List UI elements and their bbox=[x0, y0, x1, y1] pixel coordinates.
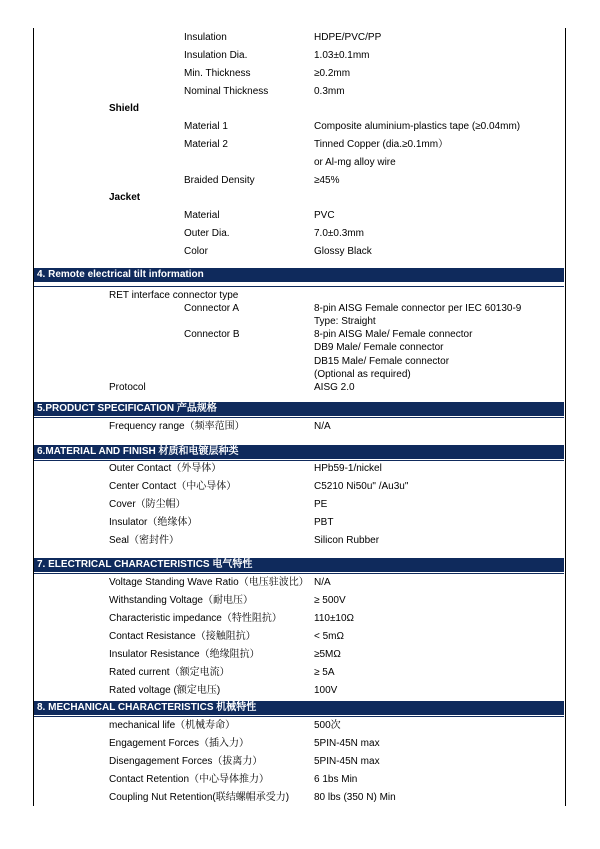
insulator-label: Insulator（绝缘体） bbox=[109, 517, 198, 528]
insulator-value: PBT bbox=[314, 517, 334, 528]
center-contact-label: Center Contact（中心导体） bbox=[109, 481, 237, 492]
connector-b-line-1: 8-pin AISG Male/ Female connector bbox=[314, 329, 473, 340]
outer-contact-value: HPb59-1/nickel bbox=[314, 463, 382, 474]
jacket-material-label: Material bbox=[184, 210, 220, 221]
connector-a-label: Connector A bbox=[184, 303, 240, 314]
nominal-thickness-label: Nominal Thickness bbox=[184, 86, 269, 97]
section4-header: 4. Remote electrical tilt information bbox=[34, 268, 564, 282]
contact-retention-label: Contact Retention（中心导体推力） bbox=[109, 774, 270, 785]
connector-b-label: Connector B bbox=[184, 329, 240, 340]
shield-material2-value: Tinned Copper (dia.≥0.1mm） bbox=[314, 139, 449, 150]
insulation-dia-value: 1.03±0.1mm bbox=[314, 50, 370, 61]
section6-divider bbox=[34, 460, 564, 461]
connector-b-line-4: (Optional as required) bbox=[314, 369, 411, 380]
section7-header: 7. ELECTRICAL CHARACTERISTICS 电气特性 bbox=[34, 558, 564, 572]
connector-a-line-1: 8-pin AISG Female connector per IEC 60130-9 bbox=[314, 303, 522, 314]
contact-retention-value: 6 1bs Min bbox=[314, 774, 358, 785]
withstanding-voltage-value: ≥ 500V bbox=[314, 595, 346, 606]
insulator-resistance-label: Insulator Resistance（绝缘阻抗） bbox=[109, 649, 260, 660]
braided-density-value: ≥45% bbox=[314, 175, 340, 186]
jacket-color-label: Color bbox=[184, 246, 208, 257]
ret-connector-type-label: RET interface connector type bbox=[109, 290, 239, 301]
cover-value: PE bbox=[314, 499, 328, 510]
mechanical-life-value: 500次 bbox=[314, 720, 341, 731]
disengagement-forces-value: 5PIN-45N max bbox=[314, 756, 380, 767]
coupling-nut-retention-value: 80 lbs (350 N) Min bbox=[314, 792, 396, 803]
shield-material1-value: Composite aluminium-plastics tape (≥0.04mm) bbox=[314, 121, 521, 132]
impedance-value: 110±10Ω bbox=[314, 613, 355, 624]
contact-resistance-label: Contact Resistance（接触阻抗） bbox=[109, 631, 256, 642]
section8-header: 8. MECHANICAL CHARACTERISTICS 机械特性 bbox=[34, 701, 564, 715]
insulation-label: Insulation bbox=[184, 32, 227, 43]
disengagement-forces-label: Disengagement Forces（拔离力） bbox=[109, 756, 263, 767]
vswr-value: N/A bbox=[314, 577, 331, 588]
braided-density-label: Braided Density bbox=[184, 175, 255, 186]
contact-resistance-value: < 5mΩ bbox=[314, 631, 344, 642]
engagement-forces-label: Engagement Forces（插入力） bbox=[109, 738, 250, 749]
jacket-color-value: Glossy Black bbox=[314, 246, 372, 257]
jacket-outer-dia-label: Outer Dia. bbox=[184, 228, 230, 239]
rated-voltage-label: Rated voltage (额定电压) bbox=[109, 685, 221, 696]
section6-header: 6.MATERIAL AND FINISH 材质和电镀层种类 bbox=[34, 445, 564, 459]
section5-divider bbox=[34, 417, 564, 418]
section5-header: 5.PRODUCT SPECIFICATION 产品规格 bbox=[34, 402, 564, 416]
frequency-range-label: Frequency range（频率范围） bbox=[109, 421, 245, 432]
vswr-label: Voltage Standing Wave Ratio（电压驻波比） bbox=[109, 577, 309, 588]
jacket-material-value: PVC bbox=[314, 210, 335, 221]
connector-b-line-2: DB9 Male/ Female connector bbox=[314, 342, 444, 353]
jacket-heading: Jacket bbox=[109, 192, 141, 203]
impedance-label: Characteristic impedance（特性阻抗） bbox=[109, 613, 282, 624]
nominal-thickness-value: 0.3mm bbox=[314, 86, 345, 97]
protocol-value: AISG 2.0 bbox=[314, 382, 355, 393]
mechanical-life-label: mechanical life（机械寿命） bbox=[109, 720, 236, 731]
outer-contact-label: Outer Contact（外导体） bbox=[109, 463, 222, 474]
protocol-label: Protocol bbox=[109, 382, 146, 393]
coupling-nut-retention-label: Coupling Nut Retention(联结螺帽承受力) bbox=[109, 792, 290, 803]
section4-divider bbox=[34, 286, 564, 287]
center-contact-value: C5210 Ni50u" /Au3u" bbox=[314, 481, 409, 492]
seal-value: Silicon Rubber bbox=[314, 535, 380, 546]
min-thickness-value: ≥0.2mm bbox=[314, 68, 351, 79]
frequency-range-value: N/A bbox=[314, 421, 331, 432]
shield-heading: Shield bbox=[109, 103, 140, 114]
shield-material1-label: Material 1 bbox=[184, 121, 228, 132]
rated-current-label: Rated current（额定电流） bbox=[109, 667, 230, 678]
shield-material2-alt-value: or Al-mg alloy wire bbox=[314, 157, 396, 168]
cover-label: Cover（防尘帽） bbox=[109, 499, 186, 510]
withstanding-voltage-label: Withstanding Voltage（耐电压） bbox=[109, 595, 253, 606]
section8-divider bbox=[34, 716, 564, 717]
jacket-outer-dia-value: 7.0±0.3mm bbox=[314, 228, 364, 239]
rated-current-value: ≥ 5A bbox=[314, 667, 335, 678]
min-thickness-label: Min. Thickness bbox=[184, 68, 251, 79]
connector-b-line-3: DB15 Male/ Female connector bbox=[314, 356, 450, 367]
rated-voltage-value: 100V bbox=[314, 685, 338, 696]
shield-material2-label: Material 2 bbox=[184, 139, 228, 150]
connector-a-line-2: Type: Straight bbox=[314, 316, 376, 327]
section7-divider bbox=[34, 573, 564, 574]
insulator-resistance-value: ≥5MΩ bbox=[314, 649, 341, 660]
seal-label: Seal（密封件） bbox=[109, 535, 180, 546]
insulation-value: HDPE/PVC/PP bbox=[314, 32, 382, 43]
insulation-dia-label: Insulation Dia. bbox=[184, 50, 248, 61]
engagement-forces-value: 5PIN-45N max bbox=[314, 738, 380, 749]
